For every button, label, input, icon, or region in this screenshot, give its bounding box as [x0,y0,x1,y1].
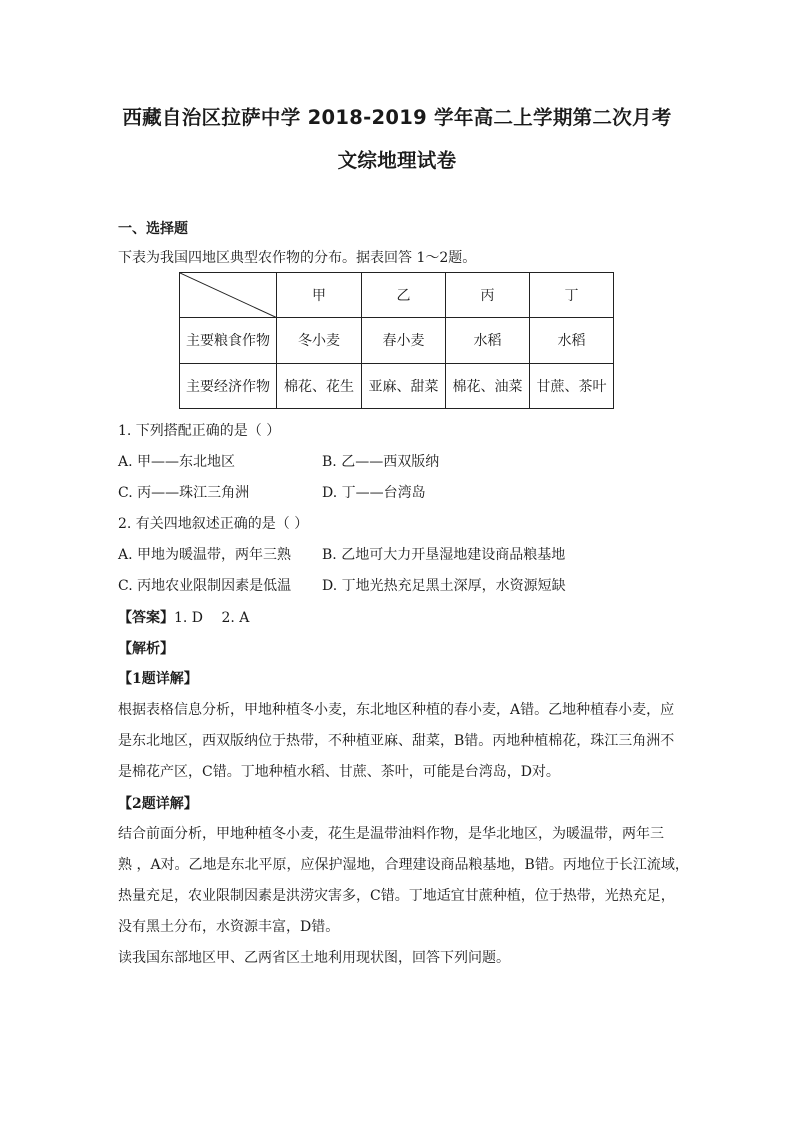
table-cell: 棉花、花生 [277,363,362,408]
answer-text: 1. D 2. A [174,610,250,626]
table-row-label: 主要粮食作物 [180,318,277,363]
question-2-option-a: A. 甲地为暖温带，两年三熟 [118,547,292,563]
question-2-option-c: C. 丙地农业限制因素是低温 [118,578,292,594]
table-header-cell: 丁 [530,273,614,318]
document-title-line-1: 西藏自治区拉萨中学 2018-2019 学年高二上学期第二次月考 [122,106,672,129]
table-cell: 亚麻、甜菜 [362,363,446,408]
crop-distribution-table [179,272,614,409]
detail-2-line: 热量充足，农业限制因素是洪涝灾害多，C错。丁地适宜甘蔗种植，位于热带，光热充足， [118,888,675,904]
diagonal-line [180,273,276,317]
detail-1-line: 是东北地区，西双版纳位于热带，不种植亚麻、甜菜，B错。丙地种植棉花，珠江三角洲不 [118,733,675,749]
table-row-label: 主要经济作物 [180,363,277,408]
section-heading: 一、选择题 [118,221,188,237]
table-intro: 下表为我国四地区典型农作物的分布。据表回答 1～2题。 [118,250,477,266]
table-cell: 冬小麦 [277,318,362,363]
next-question-intro: 读我国东部地区甲、乙两省区土地利用现状图，回答下列问题。 [118,950,510,966]
document-title-line-2: 文综地理试卷 [337,149,457,172]
question-2-stem: 2. 有关四地叙述正确的是（ ） [118,516,309,532]
question-1-option-a: A. 甲——东北地区 [118,454,236,470]
table-row [180,363,614,408]
detail-2-line: 结合前面分析，甲地种植冬小麦，花生是温带油料作物，是华北地区，为暖温带，两年三 [118,826,664,842]
detail-1-line: 是棉花产区，C错。丁地种植水稻、甘蔗、茶叶，可能是台湾岛，D对。 [118,764,560,780]
table-header-cell: 乙 [362,273,446,318]
analysis-heading: 【解析】 [118,641,174,657]
table-cell: 甘蔗、茶叶 [530,363,614,408]
detail-2-heading: 【2题详解】 [118,796,198,812]
table-row [180,318,614,363]
table-cell: 水稻 [446,318,530,363]
question-1-option-b: B. 乙——西双版纳 [322,454,440,470]
question-2-option-b: B. 乙地可大力开垦湿地建设商品粮基地 [322,547,566,563]
detail-2-line: 没有黑土分布，水资源丰富，D错。 [118,919,340,935]
table-header-cell: 甲 [277,273,362,318]
table-cell: 水稻 [530,318,614,363]
question-1-option-c: C. 丙——珠江三角洲 [118,485,250,501]
answer-label: 【答案】 [118,610,174,626]
table-cell: 春小麦 [362,318,446,363]
table-header-cell: 丙 [446,273,530,318]
table-corner-cell [180,273,277,318]
detail-2-line: 熟 ，A对。乙地是东北平原，应保护湿地，合理建设商品粮基地，B错。丙地位于长江流域， [118,857,689,873]
detail-1-line: 根据表格信息分析，甲地种植冬小麦，东北地区种植的春小麦，A错。乙地种植春小麦，应 [118,702,675,718]
question-2-option-d: D. 丁地光热充足黑土深厚，水资源短缺 [322,578,566,594]
table-header-row [180,273,614,318]
question-1-option-d: D. 丁——台湾岛 [322,485,426,501]
question-1-stem: 1. 下列搭配正确的是（ ） [118,423,281,439]
detail-1-heading: 【1题详解】 [118,671,198,687]
answer-line [118,607,249,627]
table-cell: 棉花、油菜 [446,363,530,408]
